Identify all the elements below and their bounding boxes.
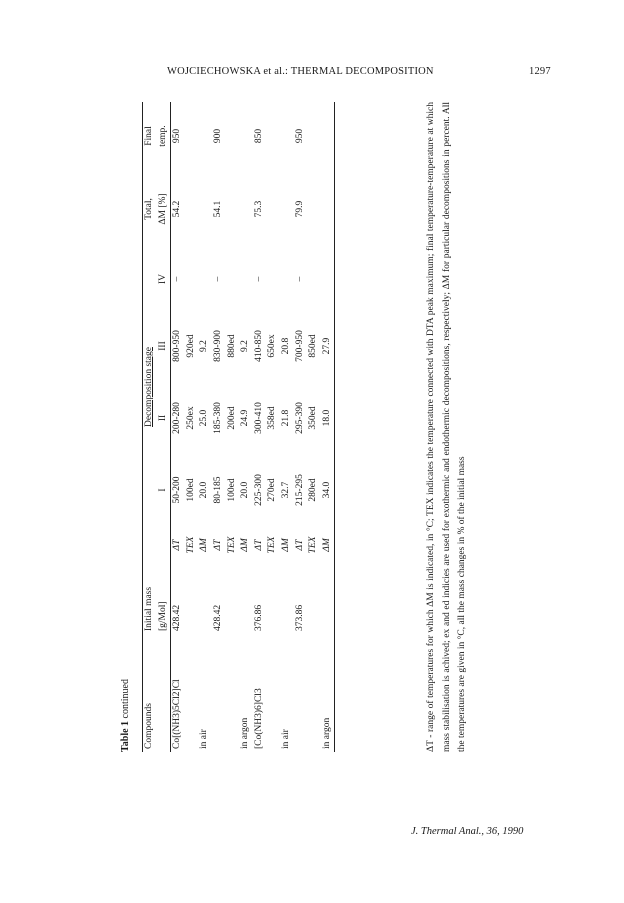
stage-iii-cell: 650ex [267,334,278,358]
total-cell: 75.3 [253,200,264,218]
stage-ii-cell: 295-390 [294,402,305,434]
compound-cell [185,634,199,752]
stage-iii-cell: 9.2 [240,340,251,352]
stage-i-cell: 50-200 [172,476,183,504]
stage-iii-cell: 410-850 [253,330,264,362]
stage-iv-cell [239,248,253,310]
total-cell [226,170,240,248]
total-cell [185,170,199,248]
stage-ii-cell: 300-410 [253,402,264,434]
stage-iv-cell: – [253,276,264,282]
mass-cell: 373.86 [294,604,305,631]
col-stage-iv: IV [157,248,171,310]
mass-cell: 428.42 [172,604,183,631]
col-compounds: Compounds [143,634,157,752]
stage-i-cell: 80-185 [212,476,223,504]
stage-iv-cell [266,248,280,310]
page-number: 1297 [529,66,551,77]
compound-cell [226,634,240,752]
mass-cell [280,564,294,634]
stage-iv-cell: – [172,276,183,282]
total-cell [280,170,294,248]
mass-cell: 428.42 [212,604,223,631]
stage-i-cell: 34.0 [321,454,335,526]
table-row [212,102,226,752]
stage-iii-cell: 880ed [226,334,237,358]
symbol-cell: ΔM [280,538,291,552]
stage-i-cell: 270ed [267,478,278,502]
stage-ii-cell: 18.0 [321,382,335,454]
table-row [239,102,253,752]
stage-iv-cell [198,248,212,310]
table-row [185,102,199,752]
mass-cell [226,564,240,634]
table-row [280,102,294,752]
compound-cell [212,634,226,752]
final-cell: 900 [212,128,223,144]
final-cell [239,102,253,170]
table-footnote: ΔT - range of temperatures for which ΔM is indicated, in °C; TEX indicates the temperature connected with DTA peak maximum; final temperature-temperature at which mass stabilisation is achived; ex and ed indicies are used for exothermic and endothermic decompositions, respectively; ΔM for particular decompositions in percent. All the temperatures are given in °C, all the mass changes in % of the initial mass [426,102,467,752]
total-cell [307,170,321,248]
symbol-cell: TEX [267,536,278,554]
symbol-cell: ΔM [240,538,251,552]
compound-cell: in argon [321,634,335,752]
total-cell [239,170,253,248]
stage-i-cell: 100ed [185,478,196,502]
stage-ii-cell: 200ed [226,406,237,430]
stage-iii-cell: 920ed [185,334,196,358]
table-row [294,102,308,752]
total-cell: 79.9 [294,200,305,218]
table-row [321,102,335,752]
table-row [171,102,185,752]
stage-ii-cell: 358ed [267,406,278,430]
stage-iii-cell: 850ed [308,334,319,358]
total-cell [198,170,212,248]
final-cell [185,102,199,170]
stage-ii-cell: 185-380 [212,402,223,434]
symbol-cell: TEX [226,536,237,554]
total-cell: 54.1 [212,200,223,218]
stage-ii-cell: 25.0 [199,409,210,427]
mass-cell: 376.86 [253,604,264,631]
symbol-cell: ΔT [212,539,223,551]
table-label: Table 1 [120,720,131,752]
stage-ii-cell: 350ed [308,406,319,430]
compound-cell: [Co(NH3)6]Cl3 [253,688,264,749]
final-cell: 950 [172,128,183,144]
compound-cell [266,634,280,752]
running-title: WOJCIECHOWSKA et al.: THERMAL DECOMPOSITION [167,66,434,77]
rotated-table-block [120,102,508,752]
final-cell: 950 [294,128,305,144]
stage-iv-cell: – [212,276,223,282]
col-initial-mass: Initial mass [143,564,157,634]
final-cell: 850 [253,128,264,144]
final-cell [226,102,240,170]
mass-cell [185,564,199,634]
compound-cell: in argon [240,717,251,749]
symbol-cell: ΔT [294,539,305,551]
stage-iv-cell [185,248,199,310]
stage-iv-cell: – [294,276,305,282]
final-cell [266,102,280,170]
symbol-cell: TEX [308,536,319,554]
mass-cell [266,564,280,634]
col-stage-ii: II [157,382,171,454]
stage-iv-cell [226,248,240,310]
table-caption [120,679,131,752]
compound-cell: in air [199,729,210,749]
col-stage-iii: III [157,310,171,382]
final-cell [307,102,321,170]
stage-iii-cell: 27.9 [321,310,335,382]
stage-i-cell: 32.7 [280,481,291,499]
final-cell [198,102,212,170]
symbol-cell: ΔT [172,539,183,551]
stage-i-cell: 20.0 [240,481,251,499]
table-row [226,102,240,752]
stage-ii-cell: 21.8 [280,409,291,427]
compound-cell: in air [280,729,291,749]
mass-cell [198,564,212,634]
stage-iii-cell: 700-950 [294,330,305,362]
mass-cell [239,564,253,634]
table-row [307,102,321,752]
stage-ii-cell: 24.9 [240,409,251,427]
stage-i-cell: 215-295 [294,474,305,506]
stage-ii-cell: 250ex [185,406,196,430]
col-initial-mass-unit: [g/Mol] [157,564,171,634]
col-total: Total, [143,170,157,248]
mass-cell [321,564,335,634]
running-header [0,66,624,82]
col-decomposition-stage: Decomposition stage [143,248,157,526]
stage-iv-cell [280,248,294,310]
stage-iv-cell [307,248,321,310]
stage-iii-cell: 20.8 [280,337,291,355]
compound-cell [294,634,308,752]
stage-iv-cell [321,248,335,310]
decomposition-table [142,102,335,752]
symbol-cell: ΔT [253,539,264,551]
stage-iii-cell: 800-950 [172,330,183,362]
stage-i-cell: 100ed [226,478,237,502]
col-final-unit: temp. [157,102,171,170]
table-row [266,102,280,752]
stage-ii-cell: 200-280 [172,402,183,434]
symbol-cell: TEX [185,536,196,554]
stage-i-cell: 225-300 [253,474,264,506]
mass-cell [307,564,321,634]
stage-iii-cell: 830-900 [212,330,223,362]
compound-cell [307,634,321,752]
table-row [253,102,267,752]
table-caption-text: continued [120,679,131,719]
stage-iii-cell: 9.2 [199,340,210,352]
symbol-cell: ΔM [321,526,335,564]
journal-footer: J. Thermal Anal., 36, 1990 [411,826,524,837]
final-cell [321,102,335,170]
compound-cell: Co[(NH3)5Cl2]Cl [172,679,183,749]
col-stage-i: I [157,454,171,526]
table-row [198,102,212,752]
col-final: Final [143,102,157,170]
col-total-unit: ΔM [%] [157,170,171,248]
stage-i-cell: 20.0 [199,481,210,499]
total-cell: 54.2 [172,200,183,218]
total-cell [321,170,335,248]
total-cell [266,170,280,248]
final-cell [280,102,294,170]
symbol-cell: ΔM [199,538,210,552]
stage-i-cell: 280ed [308,478,319,502]
